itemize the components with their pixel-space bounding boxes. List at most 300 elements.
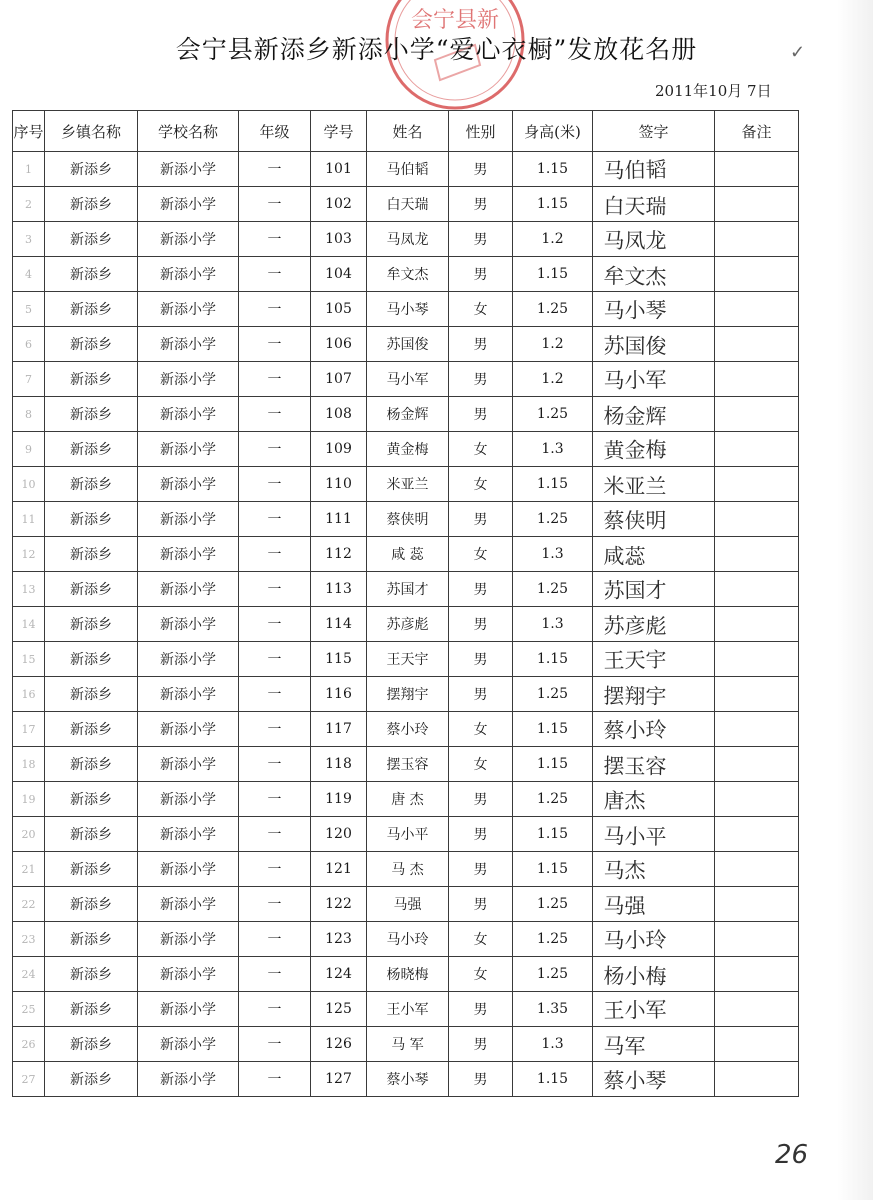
- note-cell: [715, 642, 799, 677]
- table-row: [13, 852, 799, 887]
- row-number: 11: [13, 502, 45, 537]
- header-cell: 身高(米): [513, 111, 593, 152]
- name-cell: 咸 蕊: [367, 537, 449, 572]
- student-id-cell: 126: [311, 1027, 367, 1062]
- grade-cell: 一: [239, 992, 311, 1027]
- name-cell: 摆翔宇: [367, 677, 449, 712]
- note-cell: [715, 537, 799, 572]
- table-row: [13, 537, 799, 572]
- town-cell: 新添乡: [45, 327, 138, 362]
- row-number: 18: [13, 747, 45, 782]
- signature-cell: 咸蕊: [592, 537, 715, 574]
- name-cell: 马 杰: [367, 852, 449, 887]
- school-cell: 新添小学: [138, 467, 239, 502]
- table-row: [13, 712, 799, 747]
- signature-cell: 摆玉容: [592, 747, 714, 783]
- town-cell: 新添乡: [45, 1062, 138, 1097]
- student-id-cell: 107: [311, 362, 367, 397]
- height-cell: 1.15: [513, 642, 593, 677]
- student-id-cell: 108: [311, 397, 367, 432]
- note-cell: [715, 187, 799, 222]
- height-cell: 1.15: [513, 1062, 593, 1097]
- signature-cell: 牟文杰: [592, 257, 715, 294]
- grade-cell: 一: [239, 572, 311, 607]
- note-cell: [715, 327, 799, 362]
- school-cell: 新添小学: [138, 187, 239, 222]
- signature-cell: 米亚兰: [592, 467, 714, 503]
- row-number: 23: [13, 922, 45, 957]
- town-cell: 新添乡: [45, 222, 138, 257]
- town-cell: 新添乡: [45, 572, 138, 607]
- school-cell: 新添小学: [138, 852, 239, 887]
- header-cell: 乡镇名称: [45, 111, 138, 152]
- town-cell: 新添乡: [45, 747, 138, 782]
- name-cell: 马小琴: [367, 292, 449, 327]
- row-number: 21: [13, 852, 45, 887]
- note-cell: [715, 922, 799, 957]
- note-cell: [715, 607, 799, 642]
- height-cell: 1.25: [513, 922, 593, 957]
- school-cell: 新添小学: [138, 642, 239, 677]
- sex-cell: 男: [449, 152, 513, 187]
- sex-cell: 男: [449, 852, 513, 887]
- school-cell: 新添小学: [138, 957, 239, 992]
- header-cell: 学校名称: [138, 111, 239, 152]
- table-row: [13, 292, 799, 327]
- name-cell: 苏国才: [367, 572, 449, 607]
- name-cell: 牟文杰: [367, 257, 449, 292]
- sex-cell: 男: [449, 782, 513, 817]
- town-cell: 新添乡: [45, 677, 138, 712]
- row-number: 16: [13, 677, 45, 712]
- sex-cell: 男: [449, 362, 513, 397]
- table-body: [13, 152, 799, 1097]
- header-cell: 序号: [13, 111, 45, 152]
- name-cell: 蔡小玲: [367, 712, 449, 747]
- row-number: 20: [13, 817, 45, 852]
- table-row: [13, 257, 799, 292]
- town-cell: 新添乡: [45, 852, 138, 887]
- table-row: [13, 957, 799, 992]
- table-row: [13, 432, 799, 467]
- grade-cell: 一: [239, 747, 311, 782]
- height-cell: 1.3: [513, 537, 593, 572]
- grade-cell: 一: [239, 922, 311, 957]
- sex-cell: 女: [449, 922, 513, 957]
- student-id-cell: 117: [311, 712, 367, 747]
- grade-cell: 一: [239, 362, 311, 397]
- sex-cell: 男: [449, 1027, 513, 1062]
- sex-cell: 男: [449, 642, 513, 677]
- grade-cell: 一: [239, 607, 311, 642]
- row-number: 12: [13, 537, 45, 572]
- sex-cell: 男: [449, 992, 513, 1027]
- school-cell: 新添小学: [138, 292, 239, 327]
- grade-cell: 一: [239, 187, 311, 222]
- student-id-cell: 102: [311, 187, 367, 222]
- table-row: [13, 502, 799, 537]
- sex-cell: 女: [449, 432, 513, 467]
- grade-cell: 一: [239, 887, 311, 922]
- grade-cell: 一: [239, 712, 311, 747]
- height-cell: 1.15: [513, 817, 593, 852]
- table-row: [13, 642, 799, 677]
- school-cell: 新添小学: [138, 817, 239, 852]
- row-number: 19: [13, 782, 45, 817]
- school-cell: 新添小学: [138, 432, 239, 467]
- signature-cell: 马小琴: [592, 290, 714, 326]
- sex-cell: 男: [449, 502, 513, 537]
- note-cell: [715, 502, 799, 537]
- note-cell: [715, 1027, 799, 1062]
- town-cell: 新添乡: [45, 817, 138, 852]
- note-cell: [715, 747, 799, 782]
- table-row: [13, 222, 799, 257]
- table-row: [13, 817, 799, 852]
- student-id-cell: 118: [311, 747, 367, 782]
- student-id-cell: 109: [311, 432, 367, 467]
- name-cell: 王小军: [367, 992, 449, 1027]
- sex-cell: 女: [449, 712, 513, 747]
- note-cell: [715, 572, 799, 607]
- town-cell: 新添乡: [45, 642, 138, 677]
- grade-cell: 一: [239, 292, 311, 327]
- grade-cell: 一: [239, 852, 311, 887]
- note-cell: [715, 782, 799, 817]
- row-number: 5: [13, 292, 45, 327]
- student-id-cell: 120: [311, 817, 367, 852]
- signature-cell: 马军: [592, 1027, 714, 1063]
- student-id-cell: 112: [311, 537, 367, 572]
- name-cell: 杨金辉: [367, 397, 449, 432]
- student-id-cell: 116: [311, 677, 367, 712]
- student-id-cell: 121: [311, 852, 367, 887]
- town-cell: 新添乡: [45, 362, 138, 397]
- student-id-cell: 124: [311, 957, 367, 992]
- sex-cell: 男: [449, 817, 513, 852]
- note-cell: [715, 852, 799, 887]
- height-cell: 1.35: [513, 992, 593, 1027]
- sex-cell: 男: [449, 257, 513, 292]
- table-row: [13, 677, 799, 712]
- name-cell: 马凤龙: [367, 222, 449, 257]
- school-cell: 新添小学: [138, 327, 239, 362]
- student-id-cell: 105: [311, 292, 367, 327]
- name-cell: 马小玲: [367, 922, 449, 957]
- header-cell: 签字: [593, 111, 715, 152]
- header-cell: 年级: [239, 111, 311, 152]
- town-cell: 新添乡: [45, 1027, 138, 1062]
- signature-cell: 马小玲: [592, 920, 715, 957]
- school-cell: 新添小学: [138, 222, 239, 257]
- sex-cell: 男: [449, 1062, 513, 1097]
- distribution-roster-table: [12, 110, 799, 1097]
- height-cell: 1.15: [513, 712, 593, 747]
- row-number: 17: [13, 712, 45, 747]
- table-row: [13, 1027, 799, 1062]
- name-cell: 白天瑞: [367, 187, 449, 222]
- school-cell: 新添小学: [138, 607, 239, 642]
- checkmark-icon: ✓: [790, 42, 806, 63]
- sex-cell: 男: [449, 222, 513, 257]
- name-cell: 黄金梅: [367, 432, 449, 467]
- grade-cell: 一: [239, 432, 311, 467]
- table-row: [13, 887, 799, 922]
- town-cell: 新添乡: [45, 607, 138, 642]
- student-id-cell: 119: [311, 782, 367, 817]
- name-cell: 马强: [367, 887, 449, 922]
- note-cell: [715, 397, 799, 432]
- sex-cell: 男: [449, 887, 513, 922]
- school-cell: 新添小学: [138, 992, 239, 1027]
- town-cell: 新添乡: [45, 502, 138, 537]
- height-cell: 1.15: [513, 467, 593, 502]
- height-cell: 1.15: [513, 152, 593, 187]
- grade-cell: 一: [239, 502, 311, 537]
- row-number: 7: [13, 362, 45, 397]
- height-cell: 1.25: [513, 887, 593, 922]
- height-cell: 1.25: [513, 397, 593, 432]
- note-cell: [715, 992, 799, 1027]
- height-cell: 1.3: [513, 607, 593, 642]
- table-row: [13, 607, 799, 642]
- signature-cell: 苏国才: [592, 570, 714, 606]
- student-id-cell: 115: [311, 642, 367, 677]
- town-cell: 新添乡: [45, 292, 138, 327]
- height-cell: 1.25: [513, 572, 593, 607]
- town-cell: 新添乡: [45, 257, 138, 292]
- school-cell: 新添小学: [138, 712, 239, 747]
- signature-cell: 黄金梅: [592, 430, 715, 467]
- note-cell: [715, 222, 799, 257]
- table-row: [13, 572, 799, 607]
- grade-cell: 一: [239, 222, 311, 257]
- school-cell: 新添小学: [138, 1027, 239, 1062]
- row-number: 13: [13, 572, 45, 607]
- grade-cell: 一: [239, 257, 311, 292]
- signature-cell: 蔡侠明: [592, 501, 714, 537]
- town-cell: 新添乡: [45, 432, 138, 467]
- row-number: 15: [13, 642, 45, 677]
- sex-cell: 男: [449, 327, 513, 362]
- height-cell: 1.25: [513, 292, 593, 327]
- signature-cell: 马强: [592, 887, 714, 923]
- height-cell: 1.2: [513, 327, 593, 362]
- note-cell: [715, 712, 799, 747]
- table-row: [13, 747, 799, 782]
- note-cell: [715, 362, 799, 397]
- student-id-cell: 113: [311, 572, 367, 607]
- name-cell: 王天宇: [367, 642, 449, 677]
- table-row: [13, 922, 799, 957]
- town-cell: 新添乡: [45, 887, 138, 922]
- grade-cell: 一: [239, 467, 311, 502]
- sex-cell: 男: [449, 607, 513, 642]
- table-row: [13, 467, 799, 502]
- signature-cell: 杨金辉: [592, 397, 714, 433]
- header-cell: 学号: [311, 111, 367, 152]
- table-row: [13, 782, 799, 817]
- sex-cell: 女: [449, 537, 513, 572]
- height-cell: 1.3: [513, 1027, 593, 1062]
- signature-cell: 杨小梅: [592, 957, 714, 993]
- signature-cell: 摆翔宇: [592, 677, 714, 713]
- name-cell: 马 军: [367, 1027, 449, 1062]
- note-cell: [715, 257, 799, 292]
- row-number: 2: [13, 187, 45, 222]
- height-cell: 1.15: [513, 747, 593, 782]
- student-id-cell: 110: [311, 467, 367, 502]
- school-cell: 新添小学: [138, 782, 239, 817]
- school-cell: 新添小学: [138, 502, 239, 537]
- note-cell: [715, 432, 799, 467]
- school-cell: 新添小学: [138, 572, 239, 607]
- student-id-cell: 111: [311, 502, 367, 537]
- school-cell: 新添小学: [138, 397, 239, 432]
- name-cell: 摆玉容: [367, 747, 449, 782]
- sex-cell: 男: [449, 397, 513, 432]
- signature-cell: 苏国俊: [592, 327, 714, 363]
- signature-cell: 白天瑞: [592, 187, 714, 223]
- school-cell: 新添小学: [138, 747, 239, 782]
- town-cell: 新添乡: [45, 782, 138, 817]
- note-cell: [715, 292, 799, 327]
- row-number: 25: [13, 992, 45, 1027]
- page-title: 会宁县新添乡新添小学“爱心衣橱”发放花名册: [175, 35, 698, 64]
- note-cell: [715, 677, 799, 712]
- name-cell: 蔡侠明: [367, 502, 449, 537]
- student-id-cell: 123: [311, 922, 367, 957]
- height-cell: 1.15: [513, 187, 593, 222]
- stamp-text: 会宁县新: [410, 8, 500, 33]
- town-cell: 新添乡: [45, 152, 138, 187]
- town-cell: 新添乡: [45, 922, 138, 957]
- header-cell: 备注: [715, 111, 799, 152]
- row-number: 27: [13, 1062, 45, 1097]
- signature-cell: 苏彦彪: [592, 607, 714, 643]
- signature-cell: 蔡小玲: [592, 710, 715, 747]
- row-number: 1: [13, 152, 45, 187]
- signature-cell: 蔡小琴: [592, 1061, 714, 1097]
- grade-cell: 一: [239, 537, 311, 572]
- name-cell: 苏彦彪: [367, 607, 449, 642]
- row-number: 14: [13, 607, 45, 642]
- sex-cell: 男: [449, 677, 513, 712]
- row-number: 9: [13, 432, 45, 467]
- school-cell: 新添小学: [138, 257, 239, 292]
- school-cell: 新添小学: [138, 922, 239, 957]
- sex-cell: 男: [449, 187, 513, 222]
- grade-cell: 一: [239, 327, 311, 362]
- table-header-row: [13, 111, 799, 152]
- school-cell: 新添小学: [138, 152, 239, 187]
- town-cell: 新添乡: [45, 992, 138, 1027]
- height-cell: 1.2: [513, 362, 593, 397]
- note-cell: [715, 152, 799, 187]
- sex-cell: 女: [449, 292, 513, 327]
- grade-cell: 一: [239, 152, 311, 187]
- signature-cell: 马伯韬: [592, 150, 715, 187]
- row-number: 4: [13, 257, 45, 292]
- student-id-cell: 122: [311, 887, 367, 922]
- row-number: 24: [13, 957, 45, 992]
- table-row: [13, 327, 799, 362]
- row-number: 22: [13, 887, 45, 922]
- town-cell: 新添乡: [45, 397, 138, 432]
- signature-cell: 王天宇: [592, 640, 715, 677]
- note-cell: [715, 467, 799, 502]
- town-cell: 新添乡: [45, 467, 138, 502]
- table-row: [13, 187, 799, 222]
- page-number: 26: [775, 1140, 809, 1170]
- school-cell: 新添小学: [138, 1062, 239, 1097]
- student-id-cell: 101: [311, 152, 367, 187]
- student-id-cell: 103: [311, 222, 367, 257]
- grade-cell: 一: [239, 817, 311, 852]
- note-cell: [715, 817, 799, 852]
- paper-edge: [837, 0, 873, 1200]
- row-number: 6: [13, 327, 45, 362]
- student-id-cell: 125: [311, 992, 367, 1027]
- grade-cell: 一: [239, 677, 311, 712]
- name-cell: 杨晓梅: [367, 957, 449, 992]
- name-cell: 马小军: [367, 362, 449, 397]
- height-cell: 1.15: [513, 852, 593, 887]
- height-cell: 1.3: [513, 432, 593, 467]
- row-number: 3: [13, 222, 45, 257]
- signature-cell: 马凤龙: [592, 221, 714, 257]
- student-id-cell: 127: [311, 1062, 367, 1097]
- signature-cell: 马杰: [592, 850, 714, 886]
- row-number: 26: [13, 1027, 45, 1062]
- name-cell: 蔡小琴: [367, 1062, 449, 1097]
- signature-cell: 马小平: [592, 817, 715, 854]
- name-cell: 唐 杰: [367, 782, 449, 817]
- height-cell: 1.25: [513, 677, 593, 712]
- name-cell: 苏国俊: [367, 327, 449, 362]
- table-row: [13, 152, 799, 187]
- grade-cell: 一: [239, 1062, 311, 1097]
- town-cell: 新添乡: [45, 957, 138, 992]
- issue-date: 2011年10月 7日: [655, 82, 772, 100]
- table-row: [13, 397, 799, 432]
- row-number: 10: [13, 467, 45, 502]
- student-id-cell: 106: [311, 327, 367, 362]
- grade-cell: 一: [239, 642, 311, 677]
- name-cell: 马小平: [367, 817, 449, 852]
- table-row: [13, 1062, 799, 1097]
- height-cell: 1.25: [513, 957, 593, 992]
- grade-cell: 一: [239, 957, 311, 992]
- signature-cell: 王小军: [592, 990, 715, 1027]
- school-cell: 新添小学: [138, 362, 239, 397]
- table-row: [13, 362, 799, 397]
- note-cell: [715, 1062, 799, 1097]
- height-cell: 1.2: [513, 222, 593, 257]
- school-cell: 新添小学: [138, 537, 239, 572]
- note-cell: [715, 887, 799, 922]
- note-cell: [715, 957, 799, 992]
- grade-cell: 一: [239, 397, 311, 432]
- school-cell: 新添小学: [138, 887, 239, 922]
- signature-cell: 马小军: [592, 360, 715, 397]
- sex-cell: 女: [449, 467, 513, 502]
- table-row: [13, 992, 799, 1027]
- student-id-cell: 104: [311, 257, 367, 292]
- grade-cell: 一: [239, 782, 311, 817]
- grade-cell: 一: [239, 1027, 311, 1062]
- sex-cell: 女: [449, 747, 513, 782]
